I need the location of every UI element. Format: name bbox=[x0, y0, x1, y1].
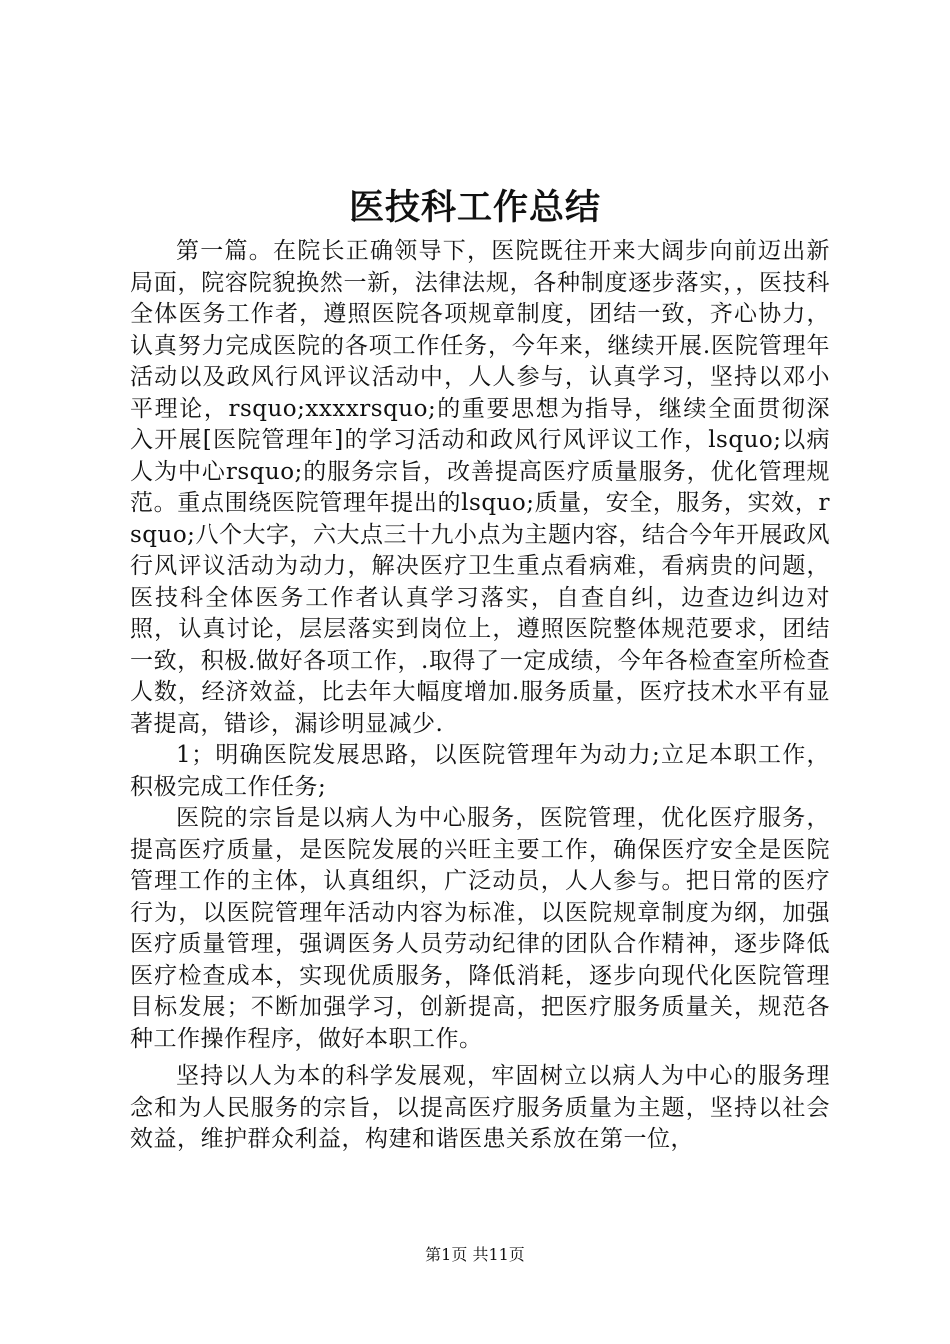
paragraph-3: 医院的宗旨是以病人为中心服务，医院管理，优化医疗服务，提高医疗质量，是医院发展的兴旺主要工作，确保医疗安全是医院管理工作的主体，认真组织，广泛动员，人人参与。把日常的医疗行为，以医院管理年活动内容为标准，以医院规章制度为纲，加强医疗质量管理，强调医务人员劳动纪律的团队合作精神，逐步降低医疗检查成本，实现优质服务，降低消耗，逐步向现代化医院管理目标发展；不断加强学习，创新提高，把医疗服务质量关，规范各种工作操作程序，做好本职工作。 bbox=[130, 805, 830, 1052]
document-title: 医技科工作总结 bbox=[348, 187, 601, 228]
paragraph-4: 坚持以人为本的科学发展观，牢固树立以病人为中心的服务理念和为人民服务的宗旨，以提高医疗服务质量为主题，坚持以社会效益，维护群众利益，构建和谐医患关系放在第一位， bbox=[130, 1063, 830, 1152]
paragraph-1: 第一篇。在院长正确领导下，医院既往开来大阔步向前迈出新局面，院容院貌换然一新，法律法规，各种制度逐步落实，，医技科全体医务工作者，遵照医院各项规章制度，团结一致，齐心协力，认真努力完成医院的各项工作任务，今年来，继续开展.医院管理年活动以及政风行风评议活动中，人人参与，认真学习，坚持以邓小平理论，rsquo;xxxxrsquo;的重要思想为指导，继续全面贯彻深入开展[医院管理年]的学习活动和政风行风评议工作，lsquo;以病人为中心rsquo;的服务宗旨，改善提高医疗质量服务，优化管理规范。重点围绕医院管理年提出的lsquo;质量，安全，服务，实效，rsquo;八个大字，六大点三十九小点为主题内容，结合今年开展政风行风评议活动为动力，解决医疗卫生重点看病难，看病贵的问题，医技科全体医务工作者认真学习落实，自查自纠，边查边纠边对照，认真讨论，层层落实到岗位上，遵照医院整体规范要求，团结一致，积极.做好各项工作，.取得了一定成绩，今年各检查室所检查人数，经济效益，比去年大幅度增加.服务质量，医疗技术水平有显著提高，错诊，漏诊明显减少. bbox=[130, 238, 830, 737]
document-body bbox=[130, 236, 830, 1156]
paragraph-2: 1；明确医院发展思路，以医院管理年为动力;立足本职工作，积极完成工作任务; bbox=[130, 742, 830, 800]
page-number-footer: 第1页 共11页 bbox=[425, 1245, 525, 1264]
